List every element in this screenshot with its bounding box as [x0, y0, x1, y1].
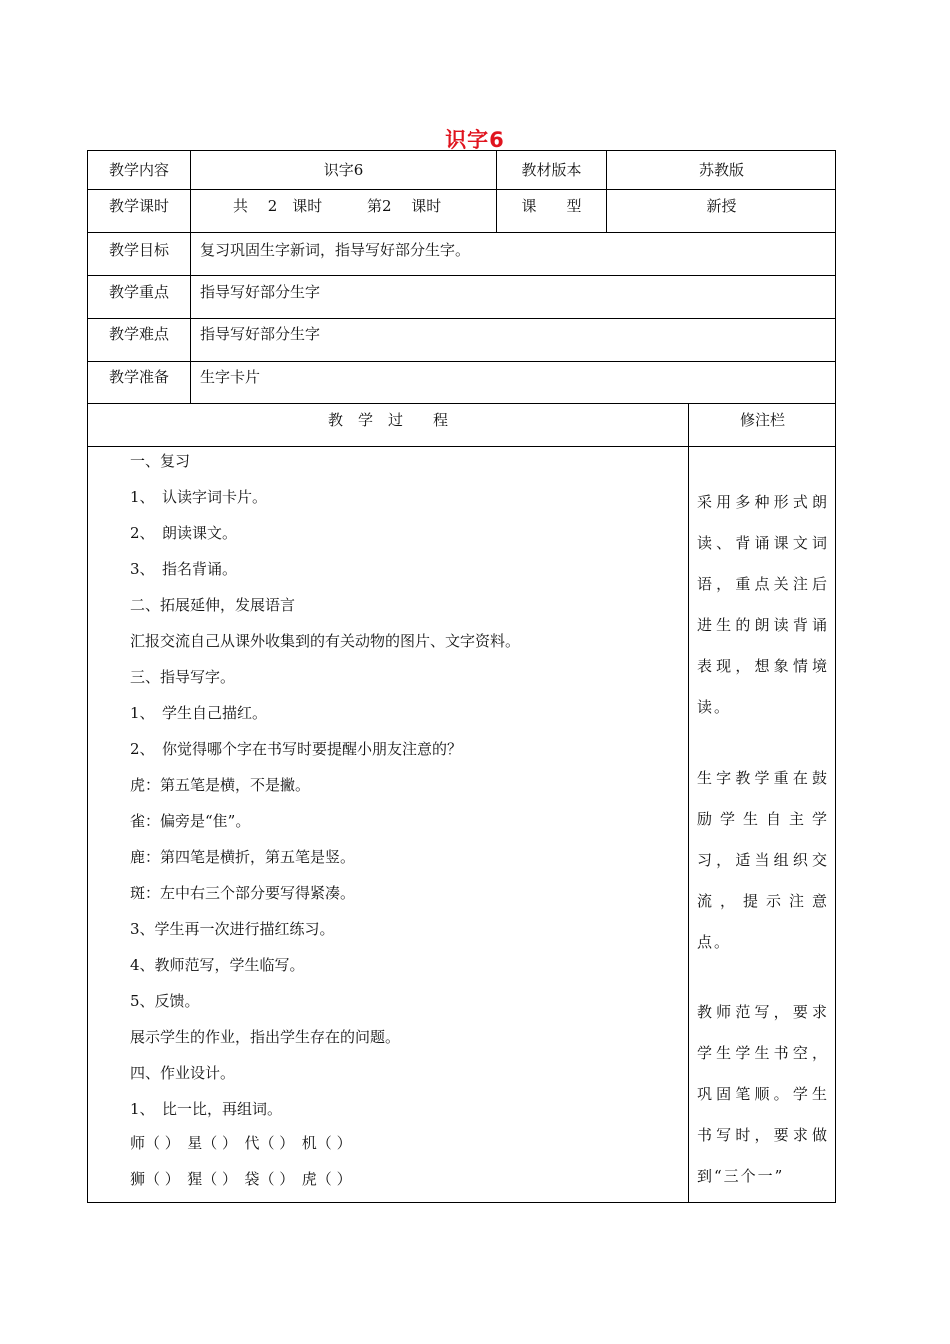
row-divider — [87, 361, 836, 362]
row-divider — [87, 275, 836, 276]
goal-value: 复习巩固生字新词，指导写好部分生字。 — [200, 241, 471, 259]
content-value: 识字6 — [323, 161, 364, 179]
key-label: 教学重点 — [108, 283, 169, 301]
process-line: 汇报交流自己从课外收集到的有关动物的图片、文字资料。 — [130, 632, 521, 650]
process-line: 展示学生的作业，指出学生存在的问题。 — [130, 1028, 401, 1046]
prep-value: 生字卡片 — [200, 368, 261, 386]
row-divider — [87, 189, 836, 190]
process-line: 4、教师范写，学生临写。 — [130, 956, 305, 974]
note-character-teaching: 生字教学重在鼓励学生自主学习，适当组织交流，提示注意点。 — [697, 769, 829, 951]
process-line: 3、 指名背诵。 — [130, 560, 238, 578]
difficulty-value: 指导写好部分生字 — [200, 325, 321, 343]
process-line: 1、 比一比，再组词。 — [130, 1100, 283, 1118]
process-line: 鹿：第四笔是横折，第五笔是竖。 — [130, 848, 356, 866]
hours-total: 共 2 课时 — [233, 197, 323, 215]
process-line: 5、反馈。 — [130, 992, 200, 1010]
notes-header: 修注栏 — [739, 411, 785, 429]
edition-label: 教材版本 — [521, 161, 582, 179]
process-line: 二、拓展延伸，发展语言 — [130, 596, 296, 614]
hours-label: 教学课时 — [108, 197, 169, 215]
process-line: 1、 认读字词卡片。 — [130, 488, 268, 506]
process-header: 教 学 过 程 — [327, 411, 448, 429]
process-line: 2、 朗读课文。 — [130, 524, 238, 542]
content-label: 教学内容 — [108, 161, 169, 179]
column-divider — [190, 150, 191, 403]
prep-label: 教学准备 — [108, 368, 169, 386]
process-line: 一、复习 — [130, 452, 191, 470]
row-divider — [87, 232, 836, 233]
process-line: 四、作业设计。 — [130, 1064, 236, 1082]
goal-label: 教学目标 — [108, 241, 169, 259]
process-line: 3、学生再一次进行描红练习。 — [130, 920, 335, 938]
column-divider — [688, 403, 689, 1203]
document-title: 识字6 — [445, 128, 505, 152]
process-line: 雀：偏旁是“隹”。 — [130, 812, 251, 830]
note-writing: 教师范写，要求学生学生书空，巩固笔顺。学生书写时，要求做到“三个一” — [697, 1003, 829, 1185]
note-reading: 采用多种形式朗读、背诵课文词语，重点关注后进生的朗读背诵表现，想象情境读。 — [697, 493, 829, 716]
key-value: 指导写好部分生字 — [200, 283, 321, 301]
row-divider — [87, 446, 836, 447]
process-line: 2、 你觉得哪个字在书写时要提醒小朋友注意的？ — [130, 740, 463, 758]
row-divider — [87, 318, 836, 319]
row-divider — [87, 403, 836, 404]
process-line: 虎：第五笔是横，不是撇。 — [130, 776, 311, 794]
hours-current: 第2 课时 — [367, 197, 442, 215]
process-line: 三、指导写字。 — [130, 668, 236, 686]
type-value: 新授 — [706, 197, 737, 215]
process-line: 狮（ ） 猩（ ） 袋（ ） 虎（ ） — [130, 1170, 352, 1188]
process-line: 师（ ） 星（ ） 代（ ） 机（ ） — [130, 1134, 352, 1152]
type-label: 课 型 — [521, 197, 582, 215]
process-line: 斑：左中右三个部分要写得紧凑。 — [130, 884, 356, 902]
difficulty-label: 教学难点 — [108, 325, 169, 343]
edition-value: 苏教版 — [698, 161, 744, 179]
process-line: 1、 学生自己描红。 — [130, 704, 268, 722]
